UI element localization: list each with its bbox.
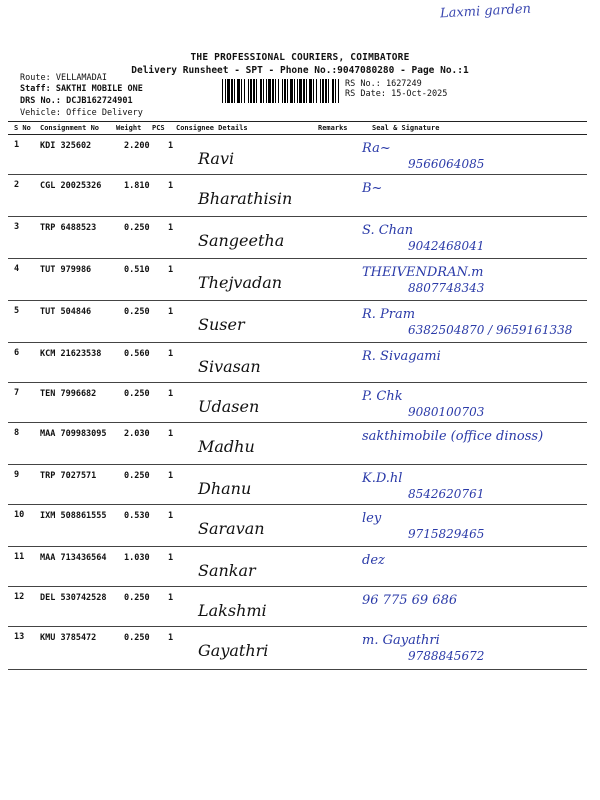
row-weight: 0.530 — [124, 511, 150, 521]
table-row — [8, 259, 587, 301]
table-row — [8, 383, 587, 423]
row-sno: 2 — [14, 180, 20, 190]
row-sno: 1 — [14, 140, 20, 150]
row-consignment: KCM 21623538 — [40, 349, 102, 359]
table-row — [8, 301, 587, 343]
staff-label: Staff: — [20, 84, 51, 94]
row-phone: 6382504870 / 9659161338 — [408, 323, 573, 337]
rs-number-value: 1627249 — [385, 79, 422, 89]
vehicle-line — [20, 108, 143, 118]
col-consignee: Consignee Details — [176, 124, 248, 132]
row-sno: 7 — [14, 388, 20, 398]
row-weight: 0.250 — [124, 389, 150, 399]
table-row — [8, 587, 587, 627]
barcode-image — [222, 79, 340, 103]
row-consignee-name: Sangeetha — [198, 231, 285, 250]
row-sno: 9 — [14, 470, 20, 480]
row-sno: 11 — [14, 552, 25, 562]
row-pcs: 1 — [168, 429, 174, 439]
row-phone: 9715829465 — [408, 527, 485, 541]
table-row — [8, 135, 587, 175]
row-pcs: 1 — [168, 511, 174, 521]
row-signature: m. Gayathri — [362, 633, 440, 648]
rs-date-value: 15-Oct-2025 — [391, 89, 448, 99]
row-signature: THEIVENDRAN.m — [362, 265, 484, 280]
rs-date-line — [345, 89, 447, 99]
row-pcs: 1 — [168, 471, 174, 481]
row-consignee-name: Lakshmi — [198, 601, 267, 620]
row-signature: ley — [362, 511, 382, 526]
row-consignment: IXM 508861555 — [40, 511, 107, 521]
row-weight: 2.200 — [124, 141, 150, 151]
table-row — [8, 175, 587, 217]
row-sno: 12 — [14, 592, 25, 602]
row-pcs: 1 — [168, 633, 174, 643]
row-consignment: MAA 709983095 — [40, 429, 107, 439]
row-pcs: 1 — [168, 593, 174, 603]
row-consignment: TRP 7027571 — [40, 471, 97, 481]
row-pcs: 1 — [168, 265, 174, 275]
table-row — [8, 343, 587, 383]
rs-number-label: RS No.: — [345, 79, 381, 89]
table-header — [8, 121, 587, 135]
vehicle-label: Vehicle: — [20, 108, 61, 118]
runsheet-table — [8, 121, 587, 670]
row-phone: 9566064085 — [408, 157, 485, 171]
row-pcs: 1 — [168, 389, 174, 399]
table-row — [8, 217, 587, 259]
row-signature: dez — [362, 553, 385, 568]
row-phone: 9080100703 — [408, 405, 485, 419]
row-pcs: 1 — [168, 181, 174, 191]
rs-number-line — [345, 79, 422, 89]
col-consignment: Consignment No — [40, 124, 100, 132]
row-consignee-name: Ravi — [198, 149, 235, 168]
col-pcs: PCS — [152, 124, 165, 132]
document-subtitle: Delivery Runsheet - SPT - Phone No.:9047080280 - Page No.:1 — [131, 65, 469, 76]
row-sno: 13 — [14, 632, 25, 642]
row-weight: 0.250 — [124, 223, 150, 233]
row-weight: 0.560 — [124, 349, 150, 359]
row-consignee-name: Dhanu — [198, 479, 252, 498]
row-sno: 8 — [14, 428, 20, 438]
table-row — [8, 423, 587, 465]
staff-value: SAKTHI MOBILE ONE — [55, 84, 143, 94]
row-sno: 3 — [14, 222, 20, 232]
row-consignee-name: Gayathri — [198, 641, 269, 660]
row-pcs: 1 — [168, 141, 174, 151]
row-weight: 0.250 — [124, 633, 150, 643]
row-phone: 9788845672 — [408, 649, 485, 663]
row-consignee-name: Bharathisin — [198, 189, 293, 208]
col-remarks: Remarks — [318, 124, 348, 132]
row-consignment: TUT 979986 — [40, 265, 92, 275]
row-signature: R. Pram — [362, 307, 416, 322]
row-weight: 1.810 — [124, 181, 150, 191]
row-consignee-name: Saravan — [198, 519, 265, 538]
col-weight: Weight — [116, 124, 142, 132]
row-signature: Ra~ — [362, 141, 391, 156]
row-phone: 8542620761 — [408, 487, 485, 501]
table-row — [8, 627, 587, 670]
route-line — [20, 73, 107, 83]
row-weight: 0.250 — [124, 471, 150, 481]
row-weight: 0.250 — [124, 593, 150, 603]
row-pcs: 1 — [168, 223, 174, 233]
rs-date-label: RS Date: — [345, 89, 386, 99]
row-signature: P. Chk — [362, 389, 403, 404]
table-row — [8, 547, 587, 587]
row-consignment: CGL 20025326 — [40, 181, 102, 191]
row-consignee-name: Thejvadan — [198, 273, 283, 292]
row-phone: 9042468041 — [408, 239, 485, 253]
row-pcs: 1 — [168, 349, 174, 359]
vehicle-value: Office Delivery — [66, 108, 143, 118]
document-title: THE PROFESSIONAL COURIERS, COIMBATORE — [190, 52, 410, 63]
row-consignee-name: Udasen — [198, 397, 260, 416]
row-signature: B~ — [362, 181, 383, 196]
row-signature: R. Sivagami — [362, 349, 441, 364]
row-consignment: KMU 3785472 — [40, 633, 97, 643]
col-sno: S No — [14, 124, 31, 132]
drs-line — [20, 96, 133, 106]
row-consignment: MAA 713436564 — [40, 553, 107, 563]
row-consignee-name: Suser — [198, 315, 245, 334]
row-consignment: TRP 6488523 — [40, 223, 97, 233]
handwritten-corner-note: Laxmi garden — [439, 1, 532, 22]
drs-value: DCJB162724901 — [66, 96, 133, 106]
route-label: Route: — [20, 73, 51, 83]
table-body — [8, 135, 587, 670]
row-consignment: TUT 504846 — [40, 307, 92, 317]
row-weight: 2.030 — [124, 429, 150, 439]
row-weight: 0.250 — [124, 307, 150, 317]
row-sno: 5 — [14, 306, 20, 316]
row-weight: 1.030 — [124, 553, 150, 563]
row-sno: 10 — [14, 510, 25, 520]
row-consignee-name: Sivasan — [198, 357, 261, 376]
col-seal: Seal & Signature — [372, 124, 440, 132]
row-pcs: 1 — [168, 307, 174, 317]
row-sno: 6 — [14, 348, 20, 358]
route-value: VELLAMADAI — [55, 73, 108, 83]
table-row — [8, 465, 587, 505]
row-signature: sakthimobile (office dinoss) — [362, 429, 544, 444]
row-signature: 96 775 69 686 — [362, 593, 458, 608]
row-phone: 8807748343 — [408, 281, 485, 295]
row-signature: S. Chan — [362, 223, 414, 238]
row-consignment: DEL 530742528 — [40, 593, 107, 603]
table-row — [8, 505, 587, 547]
row-consignment: TEN 7996682 — [40, 389, 97, 399]
drs-label: DRS No.: — [20, 96, 61, 106]
row-consignee-name: Madhu — [198, 437, 255, 456]
row-pcs: 1 — [168, 553, 174, 563]
row-sno: 4 — [14, 264, 20, 274]
row-weight: 0.510 — [124, 265, 150, 275]
row-consignment: KDI 325602 — [40, 141, 92, 151]
staff-line — [20, 84, 143, 94]
row-consignee-name: Sankar — [198, 561, 256, 580]
row-signature: K.D.hl — [362, 471, 403, 486]
